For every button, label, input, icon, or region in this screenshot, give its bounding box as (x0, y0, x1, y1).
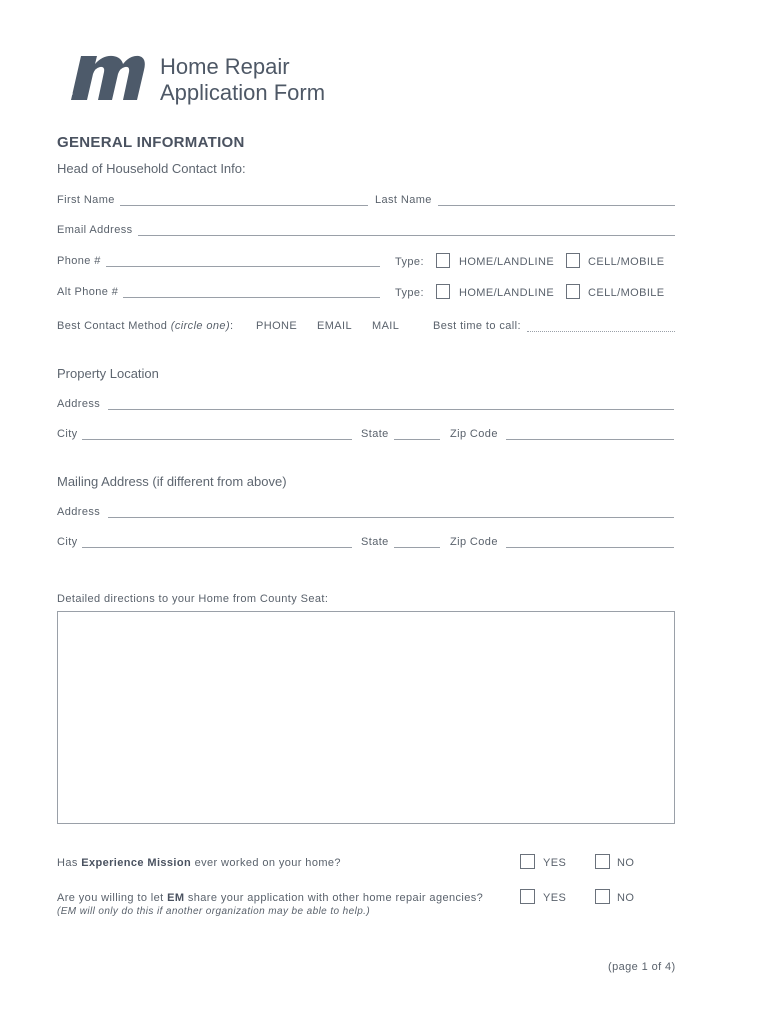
mailing-state-label: State (361, 536, 389, 548)
em-logo (57, 52, 145, 102)
q2-note: (EM will only do this if another organization may be able to help.) (57, 906, 371, 917)
alt-phone-label: Alt Phone # (57, 286, 119, 298)
directions-label: Detailed directions to your Home from County Seat: (57, 593, 329, 605)
best-contact-text: Best Contact Method (57, 320, 168, 332)
property-address-label: Address (57, 398, 101, 410)
q2-bold: EM (167, 892, 185, 904)
alt-phone-home-label: HOME/LANDLINE (459, 287, 555, 299)
mailing-city-label: City (57, 536, 78, 548)
last-name-label: Last Name (375, 194, 432, 206)
q2-pre: Are you willing to let (57, 892, 168, 904)
q1-bold: Experience Mission (81, 857, 192, 869)
q1-yes-checkbox[interactable] (520, 854, 535, 869)
alt-phone-type-label: Type: (395, 287, 424, 299)
first-name-field[interactable] (120, 205, 368, 206)
best-contact-colon: : (230, 320, 234, 332)
question-em-worked (57, 856, 341, 870)
phone-label: Phone # (57, 255, 101, 267)
phone-cell-label: CELL/MOBILE (588, 256, 665, 268)
last-name-field[interactable] (438, 205, 675, 206)
mailing-address-field[interactable] (108, 517, 674, 518)
mailing-zip-label: Zip Code (450, 536, 498, 548)
contact-method-email[interactable]: EMAIL (317, 320, 353, 332)
q2-no-checkbox[interactable] (595, 889, 610, 904)
mailing-state-field[interactable] (394, 547, 440, 548)
alt-phone-home-checkbox[interactable] (436, 284, 450, 299)
q2-post: share your application with other home repair agencies? (184, 892, 484, 904)
general-info-heading: GENERAL INFORMATION (57, 134, 245, 151)
property-city-label: City (57, 428, 78, 440)
phone-home-checkbox[interactable] (436, 253, 450, 268)
mailing-city-field[interactable] (82, 547, 352, 548)
mailing-zip-field[interactable] (506, 547, 674, 548)
first-name-label: First Name (57, 194, 115, 206)
q1-no-label: NO (617, 857, 635, 869)
q2-no-label: NO (617, 892, 635, 904)
alt-phone-cell-label: CELL/MOBILE (588, 287, 665, 299)
q1-pre: Has (57, 857, 82, 869)
contact-method-mail[interactable]: MAIL (372, 320, 400, 332)
property-location-heading: Property Location (57, 366, 159, 381)
phone-cell-checkbox[interactable] (566, 253, 580, 268)
directions-textarea[interactable] (57, 611, 675, 824)
property-zip-field[interactable] (506, 439, 674, 440)
form-title-line2: Application Form (160, 80, 326, 105)
email-label: Email Address (57, 224, 133, 236)
mailing-address-label: Address (57, 506, 101, 518)
best-time-field[interactable] (527, 331, 675, 332)
email-field[interactable] (138, 235, 675, 236)
page-number: (page 1 of 4) (608, 961, 676, 973)
form-title-line1: Home Repair (160, 54, 290, 79)
question-share-application (57, 891, 483, 905)
property-state-label: State (361, 428, 389, 440)
property-zip-label: Zip Code (450, 428, 498, 440)
property-city-field[interactable] (82, 439, 352, 440)
mailing-address-heading: Mailing Address (if different from above) (57, 474, 287, 489)
phone-type-label: Type: (395, 256, 424, 268)
alt-phone-field[interactable] (123, 297, 380, 298)
q2-yes-label: YES (543, 892, 567, 904)
q1-post: ever worked on your home? (191, 857, 341, 869)
best-time-label: Best time to call: (433, 320, 521, 332)
phone-field[interactable] (106, 266, 380, 267)
alt-phone-cell-checkbox[interactable] (566, 284, 580, 299)
property-address-field[interactable] (108, 409, 674, 410)
q1-yes-label: YES (543, 857, 567, 869)
q2-yes-checkbox[interactable] (520, 889, 535, 904)
head-of-household-heading: Head of Household Contact Info: (57, 161, 246, 176)
q1-no-checkbox[interactable] (595, 854, 610, 869)
contact-method-phone[interactable]: PHONE (256, 320, 298, 332)
best-contact-label (57, 319, 233, 333)
phone-home-label: HOME/LANDLINE (459, 256, 555, 268)
property-state-field[interactable] (394, 439, 440, 440)
circle-one-note: (circle one) (170, 320, 231, 332)
